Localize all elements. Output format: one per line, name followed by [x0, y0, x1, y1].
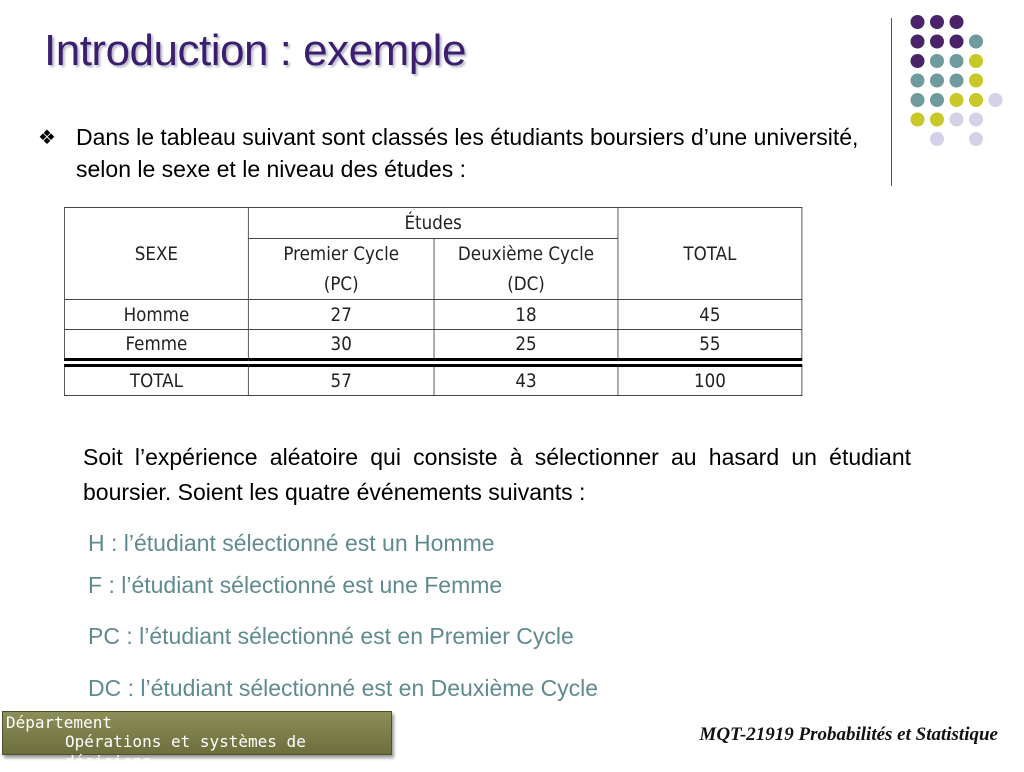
- decorative-dot: [950, 74, 964, 88]
- row-label: Homme: [64, 300, 248, 330]
- event-h: H : l’étudiant sélectionné est un Homme: [88, 530, 495, 556]
- decorative-dot: [911, 113, 925, 127]
- table-total-row: [64, 366, 801, 396]
- header-etudes: Études: [248, 208, 618, 239]
- decorative-dot: [911, 15, 925, 29]
- decorative-dot: [950, 93, 964, 107]
- decorative-dot: [989, 93, 1003, 107]
- decorative-dot: [930, 93, 944, 107]
- row-pc: 27: [248, 300, 434, 330]
- decorative-dot: [911, 54, 925, 68]
- total-label: TOTAL: [64, 366, 248, 396]
- decorative-dot: [950, 15, 964, 29]
- header-deuxieme-cycle: [434, 239, 618, 300]
- decorative-dot: [911, 35, 925, 49]
- event-pc: PC : l’étudiant sélectionné est en Premier Cycle: [88, 623, 574, 649]
- table-row: [64, 300, 801, 330]
- decorative-dot: [969, 35, 983, 49]
- total-total: 100: [618, 366, 802, 396]
- header-pc-line1: Premier Cycle: [283, 243, 400, 265]
- header-pc-line2: (PC): [323, 273, 359, 295]
- decorative-dot: [969, 74, 983, 88]
- decorative-dot: [930, 132, 944, 146]
- row-dc: 25: [434, 330, 618, 360]
- decorative-dot: [911, 74, 925, 88]
- decorative-dot: [930, 74, 944, 88]
- decorative-dot: [969, 93, 983, 107]
- table-row: [64, 330, 801, 360]
- total-dc: 43: [434, 366, 618, 396]
- decorative-dot: [969, 113, 983, 127]
- course-footer: MQT-21919 Probabilités et Statistique: [699, 724, 998, 745]
- header-premier-cycle: [248, 239, 434, 300]
- decorative-dot: [911, 93, 925, 107]
- row-label: Femme: [64, 330, 248, 360]
- decorative-dot: [950, 35, 964, 49]
- total-pc: 57: [248, 366, 434, 396]
- header-total: TOTAL: [618, 208, 802, 300]
- row-total: 45: [618, 300, 802, 330]
- row-dc: 18: [434, 300, 618, 330]
- department-line2: Opérations et systèmes de décisions: [65, 732, 306, 771]
- event-dc: DC : l’étudiant sélectionné est en Deuxième Cycle: [88, 675, 599, 701]
- bullet-text: Dans le tableau suivant sont classés les étudiants boursiers d’une université, selon le sexe et le niveau des études :: [76, 124, 859, 182]
- decorative-dot: [969, 132, 983, 146]
- decorative-dot: [950, 54, 964, 68]
- event-f: F : l’étudiant sélectionné est une Femme: [88, 572, 503, 598]
- decorative-dot: [930, 113, 944, 127]
- department-logo: [2, 711, 392, 771]
- department-line1: Département: [6, 713, 112, 732]
- decorative-dot: [930, 35, 944, 49]
- decorative-dots: [900, 12, 1020, 172]
- diamond-bullet-icon: ❖: [38, 127, 56, 149]
- decorative-dot: [950, 113, 964, 127]
- row-pc: 30: [248, 330, 434, 360]
- decorative-dot: [930, 54, 944, 68]
- row-total: 55: [618, 330, 802, 360]
- decorative-dot: [969, 54, 983, 68]
- header-dc-line2: (DC): [507, 273, 545, 295]
- students-table: [64, 207, 802, 396]
- experiment-paragraph: Soit l’expérience aléatoire qui consiste à sélectionner au hasard un étudiant boursier. Soient les quatre événements suivants :: [83, 444, 911, 505]
- slide-title: Introduction : exemple: [44, 26, 466, 75]
- decorative-dot: [930, 15, 944, 29]
- header-sexe: SEXE: [64, 208, 248, 300]
- header-dc-line1: Deuxième Cycle: [457, 243, 595, 265]
- bullet-point: [38, 121, 908, 185]
